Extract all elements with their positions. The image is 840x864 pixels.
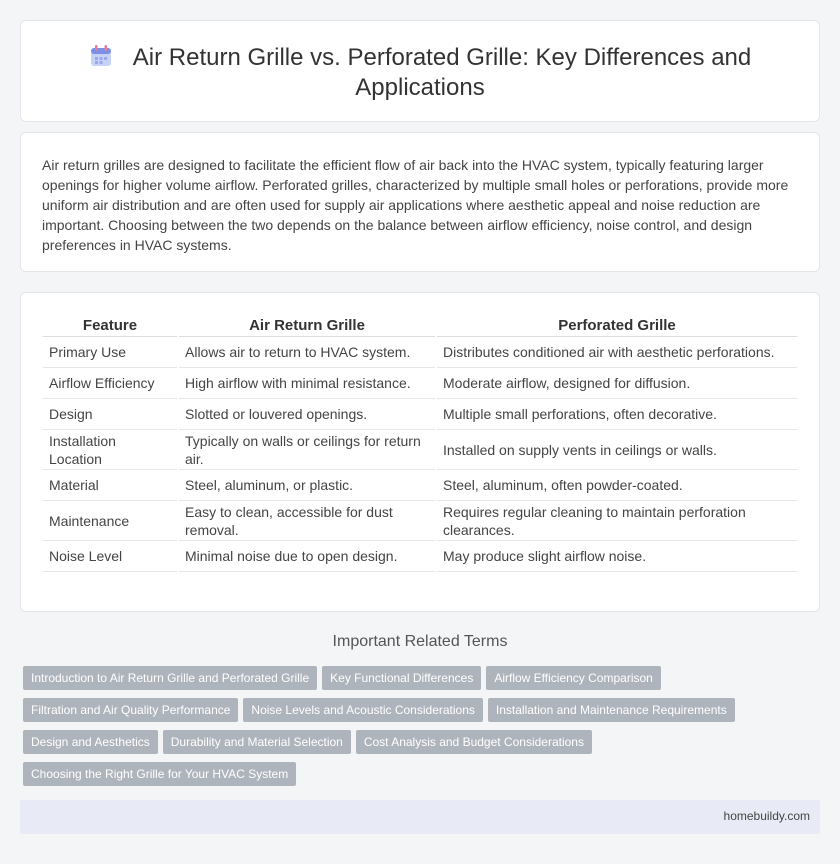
footer-site-link[interactable]: homebuildy.com — [723, 809, 810, 823]
table-row — [43, 501, 797, 541]
header-feature: Feature — [43, 315, 177, 337]
related-terms-heading: Important Related Terms — [332, 633, 508, 650]
feature-cell: Maintenance — [43, 501, 177, 541]
feature-cell: Noise Level — [43, 541, 177, 572]
air-return-cell: Steel, aluminum, or plastic. — [179, 470, 435, 501]
footer — [20, 800, 820, 834]
perforated-cell: Moderate airflow, designed for diffusion. — [437, 368, 797, 399]
tag-row — [23, 730, 823, 762]
related-term-tag[interactable]: Key Functional Differences — [322, 666, 481, 690]
related-term-tag[interactable]: Filtration and Air Quality Performance — [23, 698, 238, 722]
calendar-icon — [89, 44, 113, 68]
table-row — [43, 399, 797, 430]
perforated-cell: Steel, aluminum, often powder-coated. — [437, 470, 797, 501]
table-row — [43, 368, 797, 399]
feature-cell: Design — [43, 399, 177, 430]
related-term-tag[interactable]: Design and Aesthetics — [23, 730, 158, 754]
page-title: Air Return Grille vs. Perforated Grille: Key Differences and Applications — [132, 44, 752, 101]
tag-row — [23, 698, 823, 730]
related-terms-list — [23, 666, 823, 794]
intro-paragraph: Air return grilles are designed to facilitate the efficient flow of air back into the HVAC system, typically featuring larger openings for higher volume airflow. Perforated grilles, characterized by multiple small holes or perforations, provide more uniform air distribution and are often used for supply air applications where aesthetic appeal and noise reduction are important. Choosing between the two depends on the balance between airflow efficiency, noise control, and design preferences in HVAC systems. — [42, 157, 789, 253]
related-term-tag[interactable]: Installation and Maintenance Requirements — [488, 698, 735, 722]
tag-row — [23, 666, 823, 698]
related-term-tag[interactable]: Cost Analysis and Budget Considerations — [356, 730, 592, 754]
feature-cell: Airflow Efficiency — [43, 368, 177, 399]
air-return-cell: Easy to clean, accessible for dust removal. — [179, 501, 435, 541]
air-return-cell: Minimal noise due to open design. — [179, 541, 435, 572]
table-header-row — [43, 315, 797, 337]
perforated-cell: Installed on supply vents in ceilings or walls. — [437, 430, 797, 470]
comparison-table — [41, 315, 799, 572]
tag-row — [23, 762, 823, 794]
table-row — [43, 430, 797, 470]
comparison-card — [20, 292, 820, 612]
feature-cell: Primary Use — [43, 337, 177, 368]
title-card — [20, 20, 820, 122]
perforated-cell: Multiple small perforations, often decorative. — [437, 399, 797, 430]
page-title-wrap — [21, 43, 819, 103]
perforated-cell: Requires regular cleaning to maintain perforation clearances. — [437, 501, 797, 541]
related-term-tag[interactable]: Introduction to Air Return Grille and Perforated Grille — [23, 666, 317, 690]
air-return-cell: Slotted or louvered openings. — [179, 399, 435, 430]
feature-cell: Material — [43, 470, 177, 501]
related-term-tag[interactable]: Choosing the Right Grille for Your HVAC System — [23, 762, 296, 786]
air-return-cell: High airflow with minimal resistance. — [179, 368, 435, 399]
feature-cell: Installation Location — [43, 430, 177, 470]
header-perforated-grille: Perforated Grille — [437, 315, 797, 337]
related-term-tag[interactable]: Airflow Efficiency Comparison — [486, 666, 661, 690]
related-term-tag[interactable]: Noise Levels and Acoustic Considerations — [243, 698, 482, 722]
table-row — [43, 337, 797, 368]
related-term-tag[interactable]: Durability and Material Selection — [163, 730, 351, 754]
perforated-cell: May produce slight airflow noise. — [437, 541, 797, 572]
header-air-return-grille: Air Return Grille — [179, 315, 435, 337]
intro-card — [20, 132, 820, 272]
table-row — [43, 470, 797, 501]
table-row — [43, 541, 797, 572]
perforated-cell: Distributes conditioned air with aesthetic perforations. — [437, 337, 797, 368]
air-return-cell: Allows air to return to HVAC system. — [179, 337, 435, 368]
air-return-cell: Typically on walls or ceilings for return air. — [179, 430, 435, 470]
